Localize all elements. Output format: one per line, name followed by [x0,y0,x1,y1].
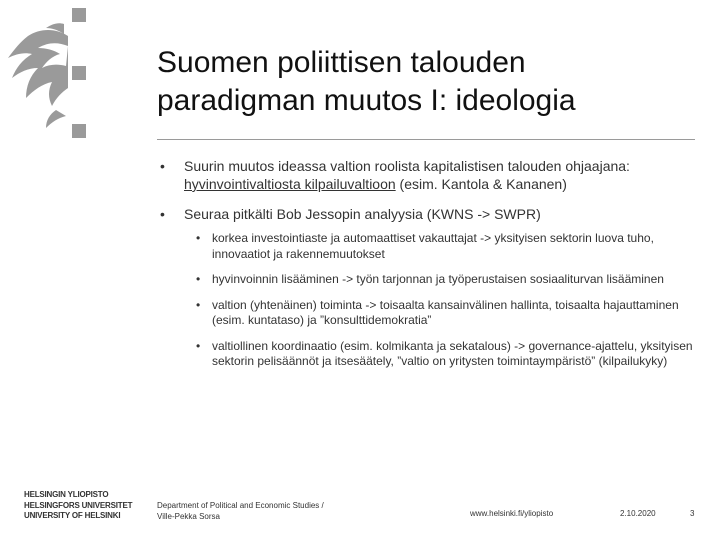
university-name [24,490,132,522]
footer-url: www.helsinki.fi/yliopisto [470,509,554,518]
sub-bullet-dot: • [196,231,201,245]
university-name-sv: HELSINGFORS UNIVERSITET [24,500,133,510]
sub-bullet-4-text: valtiollinen koordinaatio (esim. kolmikanta ja sekatalous) -> governance-ajattelu, yksityisen sektorin pelisäännöt ja itsesäätely, ”valtio on yritysten toimintaympäristö” (kilpailukyky) [212,338,693,368]
slide-content [160,157,700,380]
page-number: 3 [690,509,695,518]
title-divider [157,139,695,140]
bullet-dot: • [160,206,165,222]
sub-bullet-3-text: valtion (yhtenäinen) toiminta -> toisaalta kansainvälinen hallinta, toisaalta hajauttaminen (esim. kuntataso) ja ”konsulttidemokratia” [212,297,679,327]
department-info [157,500,324,522]
bullet-1 [160,157,700,193]
bullet-1-underlined-text: hyvinvointivaltiosta kilpailuvaltioon [184,176,396,192]
university-logo-icon [6,6,106,141]
sub-bullet-1-text: korkea investointiaste ja automaattiset vakauttajat -> yksityisen sektorin luova tuho, innovaatiot ja rakennemuutokset [212,231,654,261]
bullet-1-text-after: (esim. Kantola & Kananen) [395,176,567,192]
title-line-1: Suomen poliittisen talouden [157,46,526,79]
university-name-fi: HELSINGIN YLIOPISTO [24,490,109,499]
sub-bullet-3 [160,298,700,329]
sub-bullet-dot: • [196,297,201,312]
sub-bullet-dot: • [196,338,201,353]
bullet-dot: • [160,158,165,174]
sub-bullet-4 [160,339,700,370]
sub-bullet-2-text: hyvinvoinnin lisääminen -> työn tarjonnan ja työperustaisen sosiaaliturvan lisääminen [212,272,664,286]
sub-bullet-2 [160,272,700,288]
title-line-2: paradigman muutos I: ideologia [157,84,576,117]
bullet-1-text-before: Suurin muutos ideassa valtion roolista kapitalistisen talouden ohjaajana: [184,158,630,174]
university-name-en: UNIVERSITY OF HELSINKI [24,511,121,520]
slide-title [157,44,697,120]
bullet-2 [160,205,700,223]
sub-bullet-dot: • [196,272,201,286]
sub-bullet-1 [160,231,700,262]
author-name: Ville-Pekka Sorsa [157,512,220,521]
department-name: Department of Political and Economic Studies / [157,501,324,510]
bullet-2-text: Seuraa pitkälti Bob Jessopin analyysia (KWNS -> SWPR) [184,206,541,222]
footer-date: 2.10.2020 [620,509,656,518]
